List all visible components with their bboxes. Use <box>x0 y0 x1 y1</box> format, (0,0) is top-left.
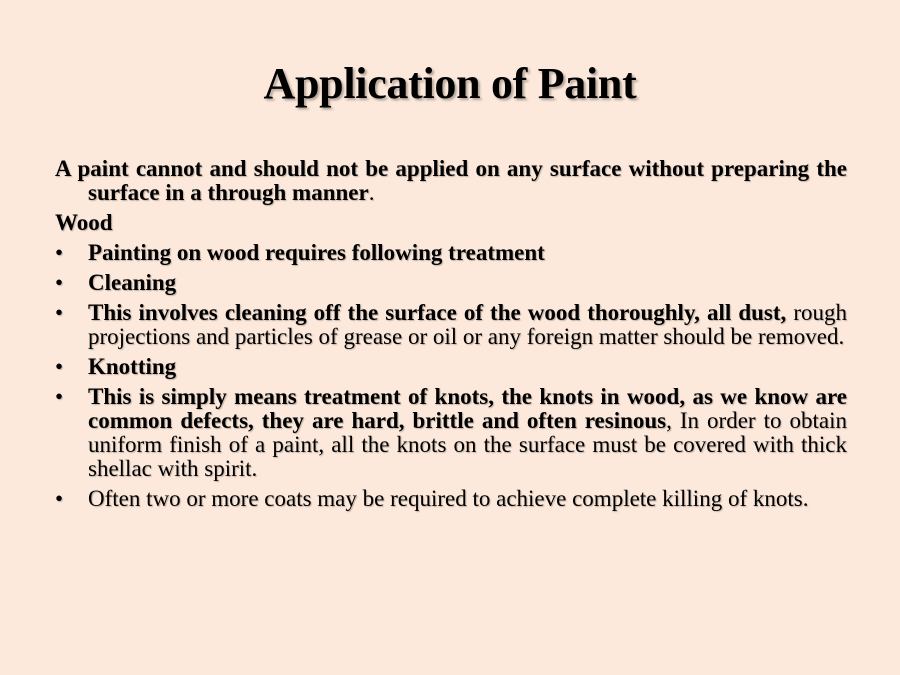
slide-title: Application of Paint <box>263 59 637 108</box>
bullet-list <box>55 241 847 511</box>
bullet-item <box>55 301 847 349</box>
bullet-normal-text: Often two or more coats may be required to achieve complete killing of knots. <box>88 486 809 511</box>
bullet-icon: • <box>55 384 64 409</box>
bullet-item <box>55 487 847 511</box>
bullet-item <box>55 355 847 379</box>
bullet-normal-text: , In order to obtain uniform finish of a paint, all the knots on the surface must be covered with thick shellac with spirit. <box>88 408 847 481</box>
bullet-item <box>55 385 847 481</box>
bullet-icon: • <box>55 270 64 295</box>
bullet-item <box>55 241 847 265</box>
bullet-bold-text: This involves cleaning off the surface of the wood thoroughly, all dust, <box>88 300 787 325</box>
intro-bold-text: A paint cannot and should not be applied on any surface without preparing the surface in a through manner <box>55 156 847 205</box>
bullet-bold-text: Cleaning <box>88 270 177 295</box>
bullet-icon: • <box>55 486 64 511</box>
section-heading-wood: Wood <box>55 210 113 235</box>
intro-normal-text: . <box>368 180 375 205</box>
slide-body <box>55 157 847 517</box>
bullet-bold-text: Painting on wood requires following treatment <box>88 240 545 265</box>
bullet-icon: • <box>55 354 64 379</box>
intro-paragraph <box>55 157 847 205</box>
bullet-bold-text: Knotting <box>88 354 177 379</box>
bullet-icon: • <box>55 240 64 265</box>
bullet-bold-text: This is simply means treatment of knots, the knots in wood, as we know are common defects, they are hard, brittle and often resinous <box>88 384 847 433</box>
bullet-item <box>55 271 847 295</box>
bullet-icon: • <box>55 300 64 325</box>
bullet-normal-text: rough projections and particles of grease or oil or any foreign matter should be removed. <box>88 300 847 349</box>
